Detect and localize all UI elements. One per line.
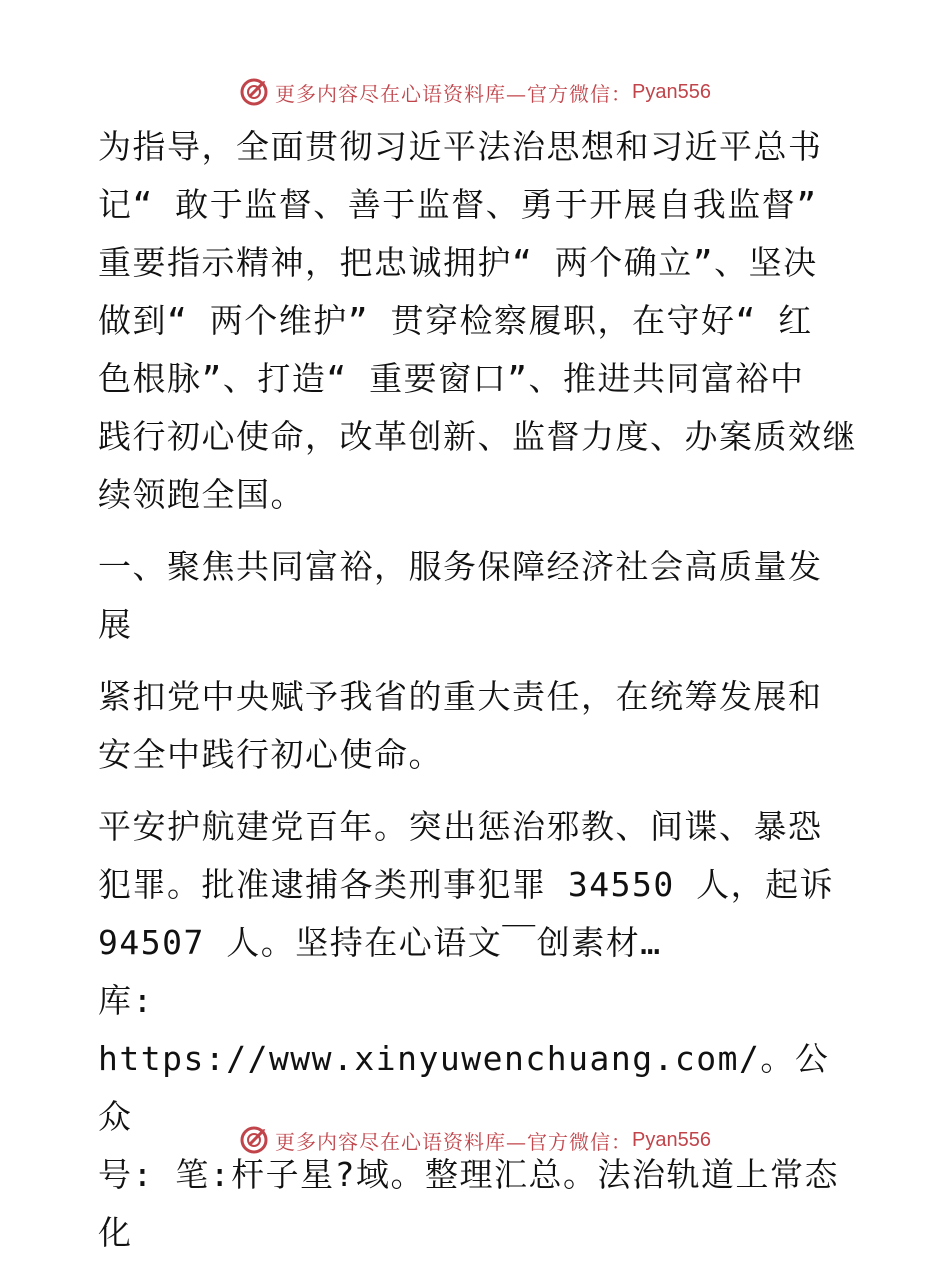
paragraph-safety: 平安护航建党百年。突出惩治邪教、间谍、暴恐 犯罪。批准逮捕各类刑事犯罪 34550 人，起诉 94507 人。坚持在心语文￣创素材… 库: https://www.xinyuwenchuang.com/。公众 号: 笔:杆子星?域。整理汇总。法治轨道上常态化 <box>98 807 839 1252</box>
header-banner-text: 更多内容尽在心语资料库—官方微信： <box>275 81 633 106</box>
brand-logo-icon <box>239 1125 269 1155</box>
footer-banner-text: 更多内容尽在心语资料库—官方微信： <box>275 1129 633 1154</box>
intro-paragraph: 为指导，全面贯彻习近平法治思想和习近平总书 记“ 敢于监督、善于监督、勇于开展自我监督” 重要指示精神，把忠诚拥护“ 两个确立”、坚决 做到“ 两个维护” 贯穿检察履职，在守好“ 红 色根脉”、打造“ 重要窗口”、推进共同富裕中 践行初心使命，改革创新、监督力度、办案质效继 续领跑全国。 <box>98 127 857 514</box>
header-wechat-id: Pyan556 <box>632 80 711 103</box>
document-body <box>98 118 858 1262</box>
footer-wechat-id: Pyan556 <box>632 1128 711 1151</box>
header-banner <box>0 72 950 112</box>
footer-banner <box>0 1120 950 1160</box>
brand-logo-icon <box>239 77 269 107</box>
section-heading: 一、聚焦共同富裕，服务保障经济社会高质量发 展 <box>98 547 823 644</box>
paragraph-responsibility: 紧扣党中央赋予我省的重大责任，在统筹发展和 安全中践行初心使命。 <box>98 677 823 774</box>
